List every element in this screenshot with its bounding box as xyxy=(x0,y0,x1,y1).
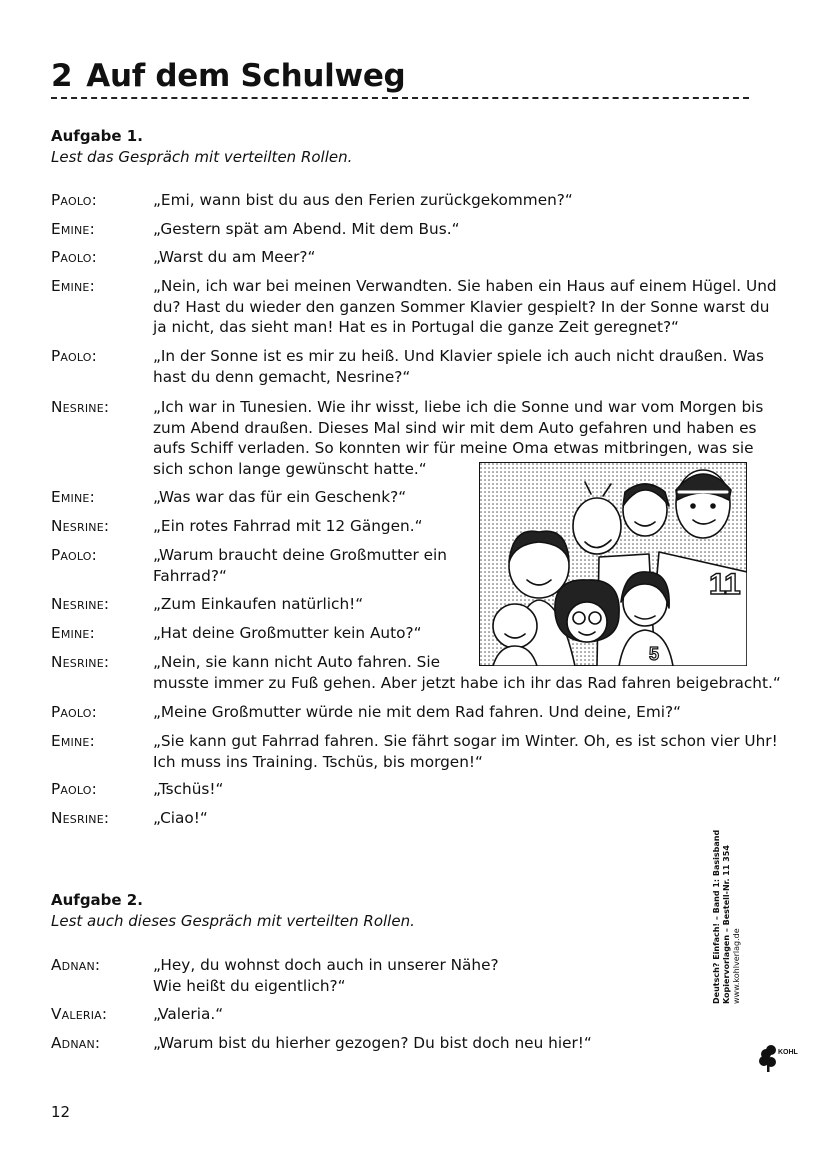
utterance xyxy=(153,545,447,586)
chapter-number: 2 xyxy=(51,58,73,94)
task1-instruction: Lest das Gespräch mit verteilten Rollen. xyxy=(51,148,353,166)
utterance-line: „Ein rotes Fahrrad mit 12 Gängen.“ xyxy=(153,517,423,535)
utterance-line: „Valeria.“ xyxy=(153,1005,224,1023)
publisher-logo xyxy=(758,1040,798,1074)
speaker-name: Nesrine: xyxy=(51,398,110,416)
utterance xyxy=(153,346,764,387)
utterance-line: hast du denn gemacht, Nesrine?“ xyxy=(153,367,411,386)
utterance-line: „Nein, sie kann nicht Auto fahren. Sie xyxy=(153,653,441,671)
page-title xyxy=(51,56,405,96)
children-group-illustration xyxy=(479,462,747,666)
utterance-line: „Emi, wann bist du aus den Ferien zurückgekommen?“ xyxy=(153,191,573,209)
utterance xyxy=(153,487,406,508)
chapter-title: Auf dem Schulweg xyxy=(86,58,406,94)
speaker-name: Emine: xyxy=(51,277,95,295)
utterance xyxy=(153,594,363,615)
speaker-name: Emine: xyxy=(51,732,95,750)
utterance xyxy=(153,190,573,211)
utterance-line: Wie heißt du eigentlich?“ xyxy=(153,976,346,995)
utterance-line: „Zum Einkaufen natürlich!“ xyxy=(153,595,364,613)
speaker-name: Adnan: xyxy=(51,1034,101,1052)
speaker-name: Nesrine: xyxy=(51,595,110,613)
utterance xyxy=(153,219,460,240)
sidebar-line-2: Kopiervorlagen – Bestell-Nr. 11 354 xyxy=(722,845,731,1004)
sleeve-number: 5 xyxy=(649,644,660,664)
utterance-line: „Hat deine Großmutter kein Auto?“ xyxy=(153,624,422,642)
utterance xyxy=(153,808,208,829)
speaker-name: Paolo: xyxy=(51,546,97,564)
utterance-line: „Nein, ich war bei meinen Verwandten. Sie haben ein Haus auf einem Hügel. Und xyxy=(153,277,777,295)
utterance xyxy=(153,623,422,644)
utterance xyxy=(153,276,777,338)
speaker-name: Paolo: xyxy=(51,248,97,266)
speaker-name: Nesrine: xyxy=(51,517,110,535)
task2-heading: Aufgabe 2. xyxy=(51,891,143,909)
utterance xyxy=(153,702,681,723)
speaker-name: Nesrine: xyxy=(51,653,110,671)
utterance xyxy=(153,247,315,268)
speaker-name: Emine: xyxy=(51,220,95,238)
utterance-line: aufs Schiff verladen. So konnten wir für meine Oma etwas mitbringen, was sie xyxy=(153,439,754,457)
speaker-name: Nesrine: xyxy=(51,809,110,827)
utterance xyxy=(153,779,223,800)
speaker-name: Paolo: xyxy=(51,347,97,365)
utterance-line: „Warum braucht deine Großmutter ein xyxy=(153,546,447,564)
sidebar-line-1: Deutsch? Einfach! – Band 1: Basisband xyxy=(712,829,721,1004)
page-number: 12 xyxy=(51,1103,71,1121)
publisher-sidebar xyxy=(712,784,742,1004)
utterance xyxy=(153,1004,223,1025)
utterance xyxy=(153,516,423,537)
utterance-line: ja nicht, das sieht man! Hat es in Portugal die ganze Zeit geregnet?“ xyxy=(153,318,679,336)
speaker-name: Paolo: xyxy=(51,703,97,721)
speaker-name: Paolo: xyxy=(51,191,97,209)
utterance xyxy=(153,955,499,996)
speaker-name: Emine: xyxy=(51,488,95,506)
utterance-line: „Warst du am Meer?“ xyxy=(153,248,316,266)
utterance-line: „Warum bist du hierher gezogen? Du bist doch neu hier!“ xyxy=(153,1034,592,1052)
logo-wordmark: KOHL xyxy=(778,1049,798,1056)
utterance-line: „Was war das für ein Geschenk?“ xyxy=(153,488,407,506)
speaker-name: Adnan: xyxy=(51,956,101,974)
utterance-line: „Meine Großmutter würde nie mit dem Rad fahren. Und deine, Emi?“ xyxy=(153,703,682,721)
utterance-line: du? Hast du wieder den ganzen Sommer Klavier gespielt? In der Sonne warst du xyxy=(153,297,770,316)
utterance-line: „Hey, du wohnst doch auch in unserer Nähe? xyxy=(153,956,499,974)
utterance-line: „Tschüs!“ xyxy=(153,780,224,798)
title-divider xyxy=(51,97,749,99)
utterance xyxy=(153,1033,592,1054)
utterance-line: sich schon lange gewünscht hatte.“ xyxy=(153,459,427,478)
utterance xyxy=(153,731,778,772)
speaker-name: Valeria: xyxy=(51,1005,108,1023)
task1-heading: Aufgabe 1. xyxy=(51,127,143,145)
speaker-name: Paolo: xyxy=(51,780,97,798)
speaker-name: Emine: xyxy=(51,624,95,642)
utterance-line: „Ich war in Tunesien. Wie ihr wisst, liebe ich die Sonne und war vom Morgen bis xyxy=(153,398,764,416)
utterance-line: „Gestern spät am Abend. Mit dem Bus.“ xyxy=(153,220,460,238)
task2-instruction: Lest auch dieses Gespräch mit verteilten Rollen. xyxy=(51,912,415,930)
utterance-line: Fahrrad?“ xyxy=(153,566,227,585)
publisher-url: www.kohlverlag.de xyxy=(732,928,741,1004)
utterance-line: zum Abend draußen. Dieses Mal sind wir mit dem Auto gefahren und haben es xyxy=(153,418,757,437)
utterance-line: musste immer zu Fuß gehen. Aber jetzt habe ich ihr das Rad fahren beigebracht.“ xyxy=(153,673,781,692)
utterance-line: „In der Sonne ist es mir zu heiß. Und Klavier spiele ich auch nicht draußen. Was xyxy=(153,347,764,365)
utterance-line: „Sie kann gut Fahrrad fahren. Sie fährt sogar im Winter. Oh, es ist schon vier Uhr! xyxy=(153,732,778,750)
utterance-line: Ich muss ins Training. Tschüs, bis morgen!“ xyxy=(153,752,483,771)
jersey-number: 11 xyxy=(709,568,741,601)
utterance-line: „Ciao!“ xyxy=(153,809,208,827)
